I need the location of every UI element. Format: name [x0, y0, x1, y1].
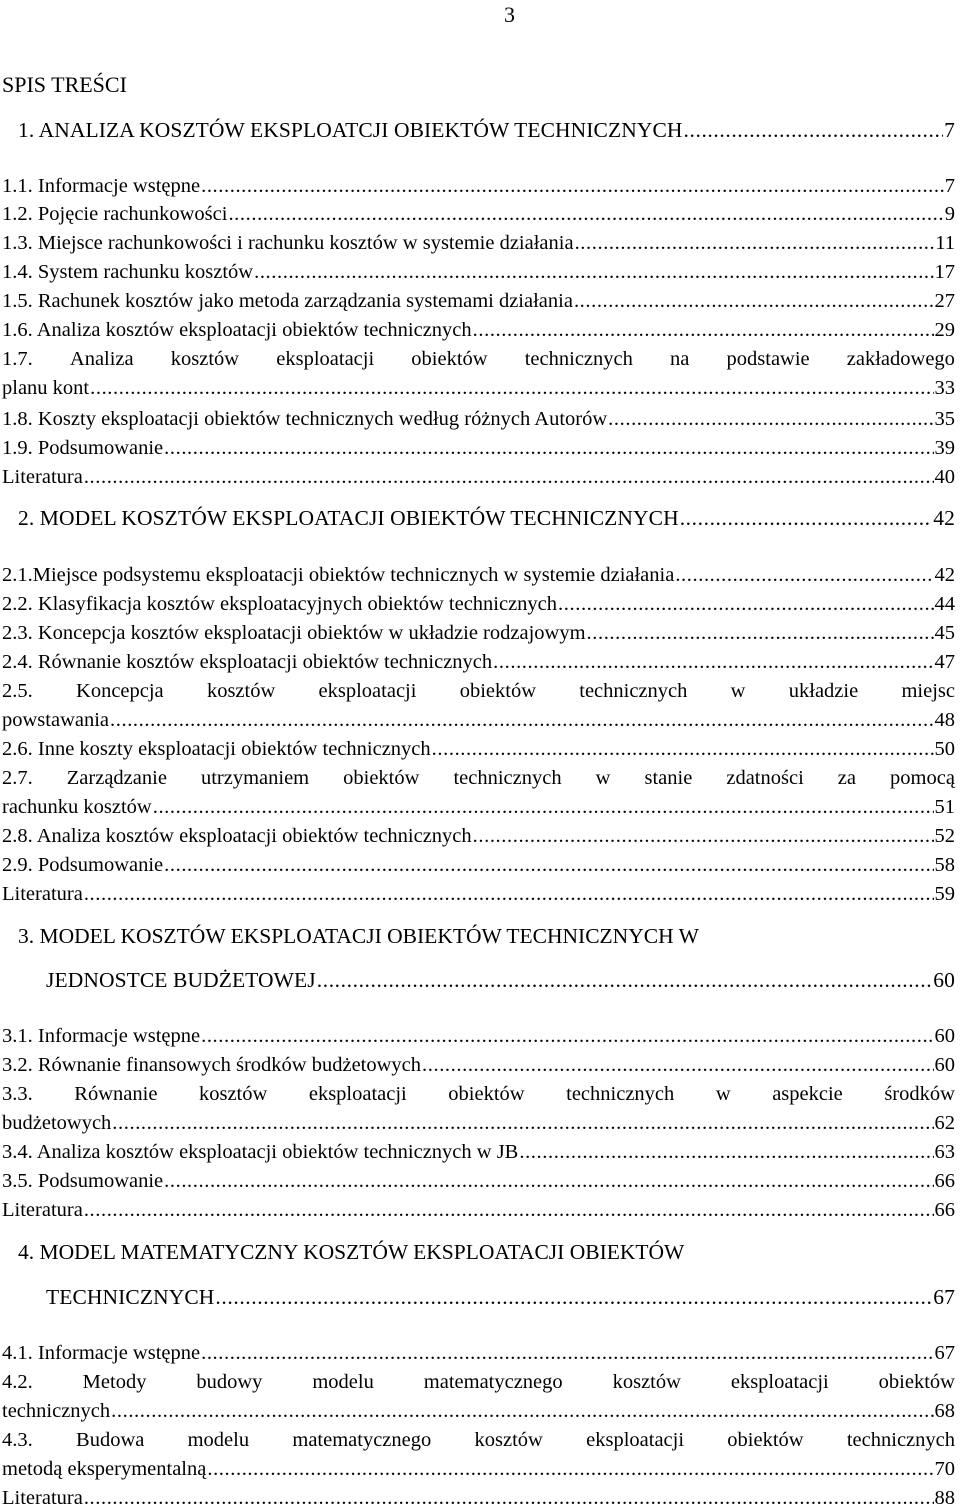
toc-entry-title-word: eksploatacji — [586, 1429, 685, 1451]
toc-entry-title: 2.9. Podsumowanie — [2, 854, 164, 876]
dot-leader — [110, 706, 933, 734]
toc-entry-title: 2.4. Równanie kosztów eksploatacji obiektów technicznych — [2, 651, 493, 673]
toc-entry[interactable] — [2, 463, 955, 491]
toc-entry-page: 68 — [934, 1400, 955, 1422]
toc-entry-title-word: obiektów — [343, 767, 420, 789]
toc-entry-page: 40 — [934, 466, 955, 488]
toc-entry-title: 1.3. Miejsce rachunkowości i rachunku kosztów w systemie działania — [2, 232, 574, 254]
dot-leader — [84, 1484, 934, 1512]
toc-entry-title: 1.2. Pojęcie rachunkowości — [2, 203, 228, 225]
dot-leader — [422, 1051, 933, 1079]
toc-entry-page: 42 — [934, 564, 955, 586]
toc-entry-title-word: zakładowego — [846, 348, 955, 370]
toc-entry[interactable] — [2, 648, 955, 676]
toc-entry-title-word: kosztów — [170, 348, 240, 370]
toc-entry-title-word: obiektów — [448, 1083, 525, 1105]
toc-entry-title-word: obiektów — [727, 1429, 804, 1451]
toc-entry-title: Literatura — [2, 1199, 83, 1221]
dot-leader — [84, 880, 934, 908]
toc-entry-title: 3.4. Analiza kosztów eksploatacji obiektów technicznych w JB — [2, 1141, 519, 1163]
toc-entry-title-word: Koncepcja — [76, 680, 164, 702]
toc-entry-title-word: modelu — [312, 1371, 374, 1393]
toc-entry-page: 67 — [933, 1285, 955, 1309]
toc-entry-title-word: matematycznego — [292, 1429, 432, 1451]
toc-entry-title-word: kosztów — [198, 1083, 268, 1105]
toc-entry-title-word: układzie — [788, 680, 859, 702]
toc-entry-title-word: modelu — [187, 1429, 250, 1451]
chapter-title-continuation[interactable] — [46, 966, 955, 994]
toc-entry-title-word: za — [837, 767, 856, 789]
toc-entry-title-word: eksploatacji — [730, 1371, 829, 1393]
toc-entry-title: 1.8. Koszty eksploatacji obiektów technicznych według różnych Autorów — [2, 408, 608, 430]
toc-entry-page: 33 — [934, 377, 955, 399]
toc-entry-title-word: eksploatacji — [308, 1083, 407, 1105]
dot-leader — [164, 1167, 933, 1195]
toc-entry-title-word: budowy — [196, 1371, 263, 1393]
toc-entry-title-word: utrzymaniem — [200, 767, 310, 789]
dot-leader — [201, 1339, 933, 1367]
dot-leader — [473, 316, 934, 344]
toc-entry[interactable] — [2, 1080, 955, 1108]
toc-entry-page: 62 — [934, 1112, 955, 1134]
toc-entry-page: 11 — [935, 232, 955, 254]
dot-leader — [575, 229, 935, 257]
toc-entry-continuation[interactable] — [2, 1397, 955, 1425]
toc-entry-title-word: Budowa — [76, 1429, 145, 1451]
toc-entry[interactable] — [2, 1426, 955, 1454]
toc-entry-page: 58 — [934, 854, 955, 876]
toc-entry-title: JEDNOSTCE BUDŻETOWEJ — [46, 968, 316, 992]
toc-entry-title: powstawania — [2, 709, 110, 731]
toc-entry-page: 60 — [933, 968, 955, 992]
toc-entry-title-word: 4.2. — [2, 1371, 33, 1393]
toc-entry-title-word: aspekcie — [772, 1083, 843, 1105]
toc-entry-title: 2.1.Miejsce podsystemu eksploatacji obiektów technicznych w systemie działania — [2, 564, 675, 586]
dot-leader — [519, 1138, 933, 1166]
toc-entry-page: 88 — [934, 1487, 955, 1509]
toc-entry-page: 52 — [934, 825, 955, 847]
toc-entry-title: metodą eksperymentalną — [2, 1458, 207, 1480]
toc-entry-title: 1.5. Rachunek kosztów jako metoda zarządzania systemami działania — [2, 290, 573, 312]
toc-entry-title-word: kosztów — [612, 1371, 681, 1393]
toc-entry[interactable] — [2, 764, 955, 792]
chapter-title-continuation[interactable] — [46, 1283, 955, 1311]
toc-entry[interactable] — [2, 822, 955, 850]
dot-leader — [84, 1196, 934, 1224]
toc-entry[interactable] — [2, 1196, 955, 1224]
toc-entry[interactable] — [2, 1022, 955, 1050]
toc-entry-title: 2.8. Analiza kosztów eksploatacji obiektów technicznych — [2, 825, 472, 847]
toc-entry-title-word: na — [670, 348, 690, 370]
toc-entry-title-word: środków — [884, 1083, 955, 1105]
toc-entry-title-word: eksploatacji — [318, 680, 417, 702]
toc-entry-title: 2.6. Inne koszty eksploatacji obiektów technicznych — [2, 738, 431, 760]
toc-entry-page: 44 — [934, 593, 955, 615]
toc-entry-page: 35 — [934, 408, 955, 430]
toc-entry-page: 45 — [934, 622, 955, 644]
dot-leader — [608, 405, 933, 433]
dot-leader — [558, 590, 933, 618]
toc-entry-title-word: podstawie — [726, 348, 810, 370]
toc-entry-title: 2.2. Klasyfikacja kosztów eksploatacyjnych obiektów technicznych — [2, 593, 558, 615]
dot-leader — [574, 287, 934, 315]
toc-entry-title-word: 1.7. — [2, 348, 33, 370]
toc-entry[interactable] — [2, 345, 955, 373]
toc-entry-page: 67 — [934, 1342, 955, 1364]
toc-entry-title-word: obiektów — [459, 680, 536, 702]
toc-entry-page: 48 — [934, 709, 955, 731]
toc-entry-title-word: eksploatacji — [276, 348, 375, 370]
toc-entry-title: TECHNICZNYCH — [46, 1285, 215, 1309]
toc-entry-title-word: 3.3. — [2, 1083, 33, 1105]
toc-entry-title-word: Zarządzanie — [66, 767, 167, 789]
toc-entry[interactable] — [2, 1167, 955, 1195]
toc-entry-title-word: technicznych — [453, 767, 562, 789]
toc-entry-title-word: obiektów — [411, 348, 488, 370]
toc-entry-title: Literatura — [2, 883, 83, 905]
toc-entry-title-word: Równanie — [74, 1083, 158, 1105]
dot-leader — [201, 172, 944, 200]
toc-entry-title: 1.9. Podsumowanie — [2, 437, 164, 459]
toc-entry[interactable] — [2, 1484, 955, 1512]
chapter-entry[interactable] — [18, 116, 955, 144]
dot-leader — [493, 648, 933, 676]
toc-entry-continuation[interactable] — [2, 706, 955, 734]
toc-entry-page: 7 — [944, 118, 955, 142]
dot-leader — [215, 1283, 932, 1311]
dot-leader — [207, 1455, 933, 1483]
toc-entry-title: 1.6. Analiza kosztów eksploatacji obiektów technicznych — [2, 319, 472, 341]
dot-leader — [254, 258, 933, 286]
toc-entry-page: 51 — [934, 796, 955, 818]
toc-entry[interactable] — [2, 561, 955, 589]
toc-entry-title-word: kosztów — [206, 680, 276, 702]
toc-entry-title-word: w — [595, 767, 611, 789]
toc-entry-page: 66 — [934, 1170, 955, 1192]
toc-entry-title-word: w — [730, 680, 746, 702]
toc-entry[interactable] — [2, 1138, 955, 1166]
toc-entry-page: 50 — [934, 738, 955, 760]
toc-entry[interactable] — [2, 590, 955, 618]
toc-entry-title-word: 2.7. — [2, 767, 33, 789]
toc-entry-page: 59 — [934, 883, 955, 905]
toc-entry-title: technicznych — [2, 1400, 111, 1422]
dot-leader — [164, 851, 933, 879]
toc-entry-continuation[interactable] — [2, 1455, 955, 1483]
toc-entry[interactable] — [2, 172, 955, 200]
toc-entry-title: Literatura — [2, 466, 83, 488]
toc-entry[interactable] — [2, 1051, 955, 1079]
toc-entry-title: 4.1. Informacje wstępne — [2, 1342, 201, 1364]
chapter-entry[interactable] — [18, 504, 955, 532]
toc-entry-title-word: zdatności — [726, 767, 804, 789]
dot-leader — [317, 966, 933, 994]
toc-entry[interactable] — [2, 619, 955, 647]
toc-entry-page: 60 — [934, 1025, 955, 1047]
toc-entry-title-word: matematycznego — [423, 1371, 563, 1393]
toc-entry-page: 17 — [934, 261, 955, 283]
toc-entry-title: budżetowych — [2, 1112, 112, 1134]
toc-entry-title: 1.1. Informacje wstępne — [2, 175, 201, 197]
toc-entry-title-word: miejsc — [901, 680, 955, 702]
dot-leader — [153, 793, 934, 821]
toc-entry-title: 2. MODEL KOSZTÓW EKSPLOATACJI OBIEKTÓW TECHNICZNYCH — [18, 506, 679, 530]
toc-entry-page: 70 — [934, 1458, 955, 1480]
toc-entry-title: 3.2. Równanie finansowych środków budżetowych — [2, 1054, 422, 1076]
toc-entry[interactable] — [2, 405, 955, 433]
toc-entry-page: 66 — [934, 1199, 955, 1221]
toc-entry-title: 1. ANALIZA KOSZTÓW EKSPLOATCJI OBIEKTÓW TECHNICZNYCH — [18, 118, 683, 142]
dot-leader — [432, 735, 934, 763]
toc-entry-title-word: pomocą — [890, 767, 955, 789]
dot-leader — [164, 434, 933, 462]
dot-leader — [473, 822, 934, 850]
toc-entry-page: 29 — [934, 319, 955, 341]
dot-leader — [111, 1397, 933, 1425]
dot-leader — [587, 619, 934, 647]
toc-entry-title: planu kont — [2, 377, 90, 399]
toc-entry-title: 2.3. Koncepcja kosztów eksploatacji obiektów w układzie rodzajowym — [2, 622, 586, 644]
toc-entry-continuation[interactable] — [2, 1109, 955, 1137]
toc-entry-title: 3.5. Podsumowanie — [2, 1170, 164, 1192]
toc-entry[interactable] — [2, 1368, 955, 1396]
dot-leader — [84, 463, 934, 491]
toc-entry[interactable] — [2, 316, 955, 344]
toc-entry-page: 47 — [934, 651, 955, 673]
toc-entry-title: 1.4. System rachunku kosztów — [2, 261, 254, 283]
toc-entry[interactable] — [2, 880, 955, 908]
toc-entry-page: 7 — [944, 175, 955, 197]
dot-leader — [201, 1022, 933, 1050]
toc-entry-title-word: w — [715, 1083, 731, 1105]
dot-leader — [684, 116, 944, 144]
toc-entry[interactable] — [2, 735, 955, 763]
toc-entry-title-word: obiektów — [878, 1371, 955, 1393]
dot-leader — [112, 1109, 933, 1137]
chapter-title[interactable]: 4. MODEL MATEMATYCZNY KOSZTÓW EKSPLOATACJI OBIEKTÓW — [18, 1240, 685, 1264]
toc-entry-title-word: 2.5. — [2, 680, 33, 702]
toc-entry-title-word: technicznych — [579, 680, 688, 702]
toc-entry-title: 3.1. Informacje wstępne — [2, 1025, 201, 1047]
toc-entry[interactable] — [2, 200, 955, 228]
toc-entry-title-word: Metody — [82, 1371, 147, 1393]
toc-entry-page: 60 — [934, 1054, 955, 1076]
toc-entry[interactable] — [2, 258, 955, 286]
toc-entry[interactable] — [2, 229, 955, 257]
toc-entry-title: rachunku kosztów — [2, 796, 152, 818]
page-number: 3 — [504, 2, 515, 27]
dot-leader — [90, 374, 933, 402]
chapter-title[interactable]: 3. MODEL KOSZTÓW EKSPLOATACJI OBIEKTÓW TECHNICZNYCH W — [18, 924, 699, 948]
toc-entry-page: 27 — [934, 290, 955, 312]
toc-entry-page: 42 — [933, 506, 955, 530]
toc-entry[interactable] — [2, 287, 955, 315]
toc-entry-page: 63 — [934, 1141, 955, 1163]
toc-entry[interactable] — [2, 1339, 955, 1367]
toc-entry-continuation[interactable] — [2, 793, 955, 821]
toc-entry-title-word: Analiza — [69, 348, 134, 370]
toc-heading: SPIS TREŚCI — [2, 72, 127, 97]
toc-entry-title-word: 4.3. — [2, 1429, 33, 1451]
toc-entry-page: 39 — [934, 437, 955, 459]
dot-leader — [228, 200, 943, 228]
toc-entry-title: Literatura — [2, 1487, 83, 1509]
toc-entry[interactable] — [2, 677, 955, 705]
toc-entry-title-word: technicznych — [524, 348, 633, 370]
toc-entry[interactable] — [2, 851, 955, 879]
toc-entry-page: 9 — [944, 203, 955, 225]
toc-entry-continuation[interactable] — [2, 374, 955, 402]
toc-entry-title-word: technicznych — [566, 1083, 675, 1105]
dot-leader — [675, 561, 933, 589]
toc-entry[interactable] — [2, 434, 955, 462]
dot-leader — [680, 504, 933, 532]
toc-entry-title-word: kosztów — [474, 1429, 543, 1451]
toc-entry-title-word: technicznych — [846, 1429, 955, 1451]
toc-entry-title-word: stanie — [644, 767, 693, 789]
